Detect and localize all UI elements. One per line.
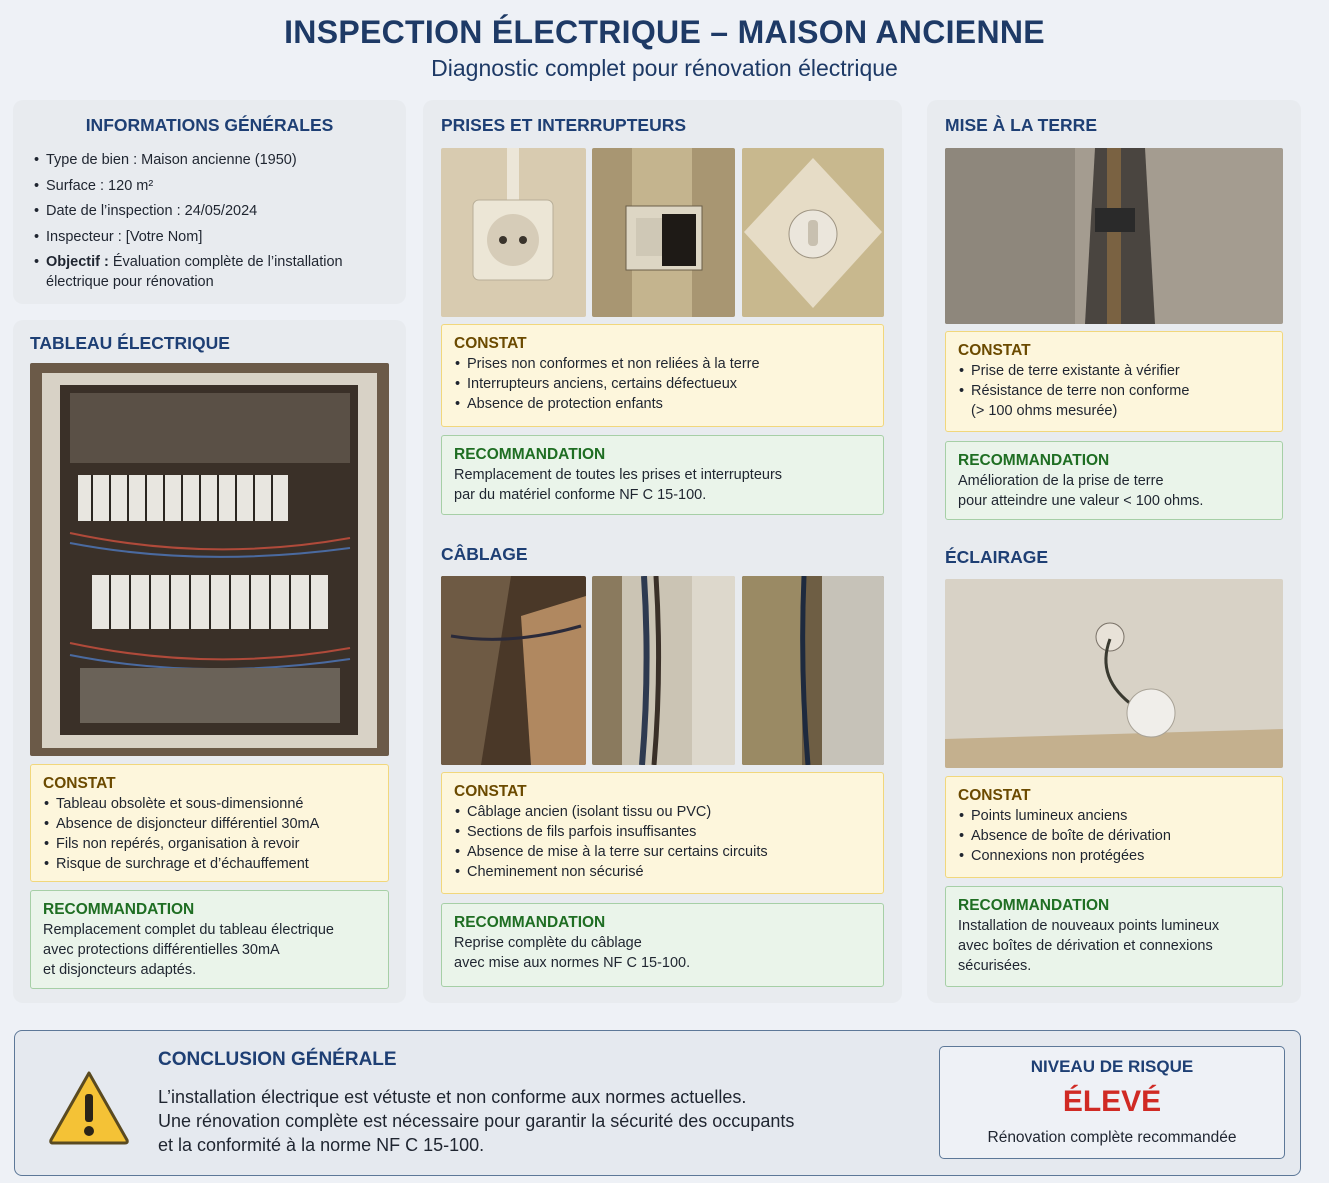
info-title: INFORMATIONS GÉNÉRALES (85, 115, 334, 135)
constat-item: • Sections de fils parfois insuffisantes (454, 822, 871, 842)
info-item: • Date de l’inspection : 24/05/2024 (34, 201, 384, 221)
constat-item: • Cheminement non sécurisé (454, 862, 871, 882)
constat-item: • Absence de protection enfants (454, 394, 871, 414)
risk-note: Rénovation complète recommandée (987, 1129, 1237, 1146)
info-item: • Type de bien : Maison ancienne (1950) (34, 150, 384, 170)
info-list (34, 150, 384, 298)
cablage-photo-2 (592, 576, 735, 765)
terre-recommandation (945, 441, 1283, 520)
info-item: • Inspecteur : [Votre Nom] (34, 227, 384, 247)
constat-heading: CONSTAT (454, 783, 527, 800)
risk-value: ÉLEVÉ (1062, 1085, 1162, 1118)
terre-photo (945, 148, 1283, 324)
constat-item: • Absence de mise à la terre sur certains circuits (454, 842, 871, 862)
eclairage-photo (945, 579, 1283, 768)
constat-item: • Connexions non protégées (958, 846, 1270, 866)
recommandation-heading: RECOMMANDATION (454, 914, 606, 931)
tableau-recommandation (30, 890, 389, 989)
constat-item: • Prise de terre existante à vérifier (958, 361, 1270, 381)
conclusion-text: L’installation électrique est vétuste et non conforme aux normes actuelles. Une rénovation complète est nécessaire pour garantir la sécurité des occupants et la conformité à la norme NF C 15-100. (158, 1087, 795, 1155)
terre-title: MISE À LA TERRE (945, 115, 1097, 135)
bouton-photo (742, 148, 884, 317)
cablage-photo-1 (441, 576, 586, 765)
cablage-recommandation (441, 903, 884, 987)
terre-constat (945, 331, 1283, 432)
eclairage-title: ÉCLAIRAGE (945, 547, 1049, 567)
constat-item: • Absence de boîte de dérivation (958, 826, 1270, 846)
constat-item: • Résistance de terre non conforme (> 100 ohms mesurée) (958, 381, 1270, 421)
recommandation-heading: RECOMMANDATION (454, 446, 606, 463)
recommandation-heading: RECOMMANDATION (958, 452, 1110, 469)
recommandation-text: Installation de nouveaux points lumineux avec boîtes de dérivation et connexions sécurisées. (958, 918, 1220, 974)
tableau-photo (30, 363, 389, 756)
constat-heading: CONSTAT (43, 775, 116, 792)
cablage-constat (441, 772, 884, 894)
tableau-title: TABLEAU ÉLECTRIQUE (30, 333, 230, 353)
constat-item: • Tableau obsolète et sous-dimensionné (43, 794, 376, 814)
warning-icon (48, 1069, 130, 1145)
tableau-constat (30, 764, 389, 882)
constat-heading: CONSTAT (958, 342, 1031, 359)
prises-recommandation (441, 435, 884, 515)
prise-photo (441, 148, 586, 317)
constat-item: • Points lumineux anciens (958, 806, 1270, 826)
risk-box (939, 1046, 1285, 1159)
prises-title: PRISES ET INTERRUPTEURS (441, 115, 687, 135)
page-title: INSPECTION ÉLECTRIQUE – MAISON ANCIENNE (284, 14, 1045, 50)
constat-heading: CONSTAT (454, 335, 527, 352)
interrupteur-photo (592, 148, 735, 317)
recommandation-text: Reprise complète du câblage avec mise aux normes NF C 15-100. (454, 935, 691, 971)
constat-heading: CONSTAT (958, 787, 1031, 804)
recommandation-text: Amélioration de la prise de terre pour atteindre une valeur < 100 ohms. (958, 473, 1204, 509)
constat-item: • Absence de disjoncteur différentiel 30mA (43, 814, 376, 834)
eclairage-recommandation (945, 886, 1283, 987)
recommandation-heading: RECOMMANDATION (43, 901, 195, 918)
cablage-title: CÂBLAGE (441, 544, 528, 564)
constat-item: • Risque de surchrage et d’échauffement (43, 854, 376, 874)
constat-item: • Prises non conformes et non reliées à la terre (454, 354, 871, 374)
eclairage-constat (945, 776, 1283, 878)
cablage-photo-3 (742, 576, 884, 765)
page-subtitle: Diagnostic complet pour rénovation électrique (431, 55, 898, 81)
conclusion-title: CONCLUSION GÉNÉRALE (158, 1049, 397, 1070)
recommandation-heading: RECOMMANDATION (958, 897, 1110, 914)
conclusion-panel (14, 1030, 1301, 1176)
constat-item: • Câblage ancien (isolant tissu ou PVC) (454, 802, 871, 822)
prises-constat (441, 324, 884, 427)
recommandation-text: Remplacement complet du tableau électrique avec protections différentielles 30mA et disjoncteurs adaptés. (43, 922, 334, 978)
info-item: • Objectif : Évaluation complète de l’installation électrique pour rénovation (34, 252, 384, 292)
risk-label: NIVEAU DE RISQUE (1030, 1057, 1194, 1076)
constat-item: • Interrupteurs anciens, certains défectueux (454, 374, 871, 394)
info-item: • Surface : 120 m² (34, 176, 384, 196)
recommandation-text: Remplacement de toutes les prises et interrupteurs par du matériel conforme NF C 15-100. (454, 467, 783, 503)
constat-item: • Fils non repérés, organisation à revoir (43, 834, 376, 854)
